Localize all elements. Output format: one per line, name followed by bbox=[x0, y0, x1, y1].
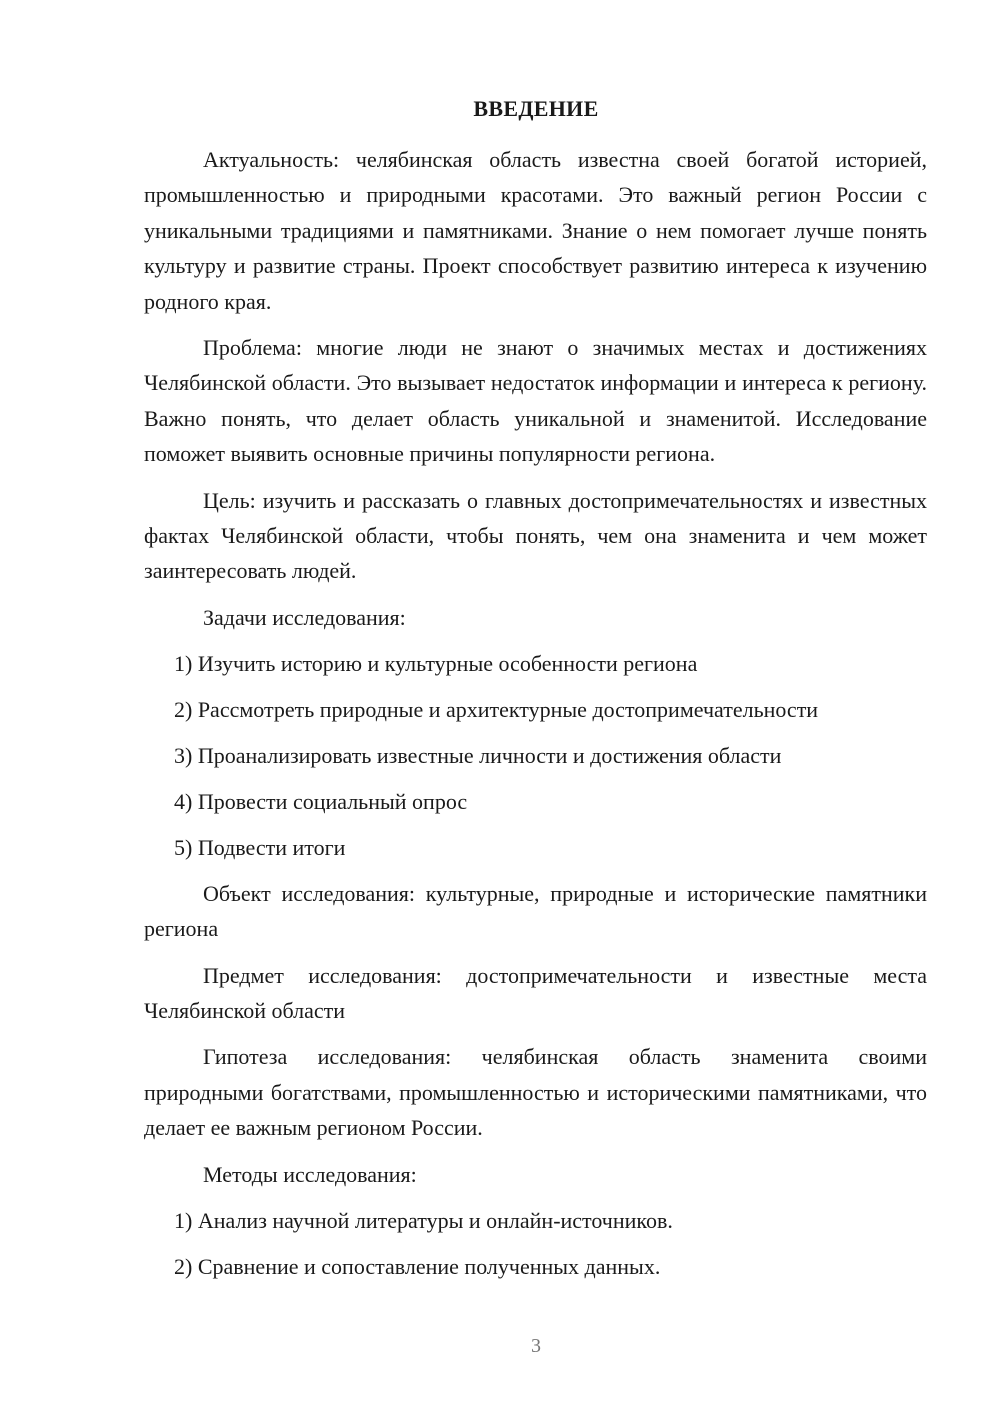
task-item: 1) Изучить историю и культурные особенности региона bbox=[174, 651, 698, 677]
hypothesis-paragraph: Гипотеза исследования: челябинская область знаменита своими природными богатствами, промышленностью и историческими памятниками, что делает ее важным регионом России. bbox=[144, 1044, 927, 1141]
tasks-heading: Задачи исследования: bbox=[203, 604, 406, 630]
subject-paragraph: Предмет исследования: достопримечательности и известные места Челябинской области bbox=[144, 962, 927, 1024]
methods-list bbox=[144, 1203, 927, 1284]
problem-paragraph: Проблема: многие люди не знают о значимых местах и достижениях Челябинской области. Это вызывает недостаток информации и интереса к региону. Важно понять, что делает область уникальной и знаменитой. Исследование поможет выявить основные причины популярности региона. bbox=[144, 335, 927, 467]
methods-heading: Методы исследования: bbox=[203, 1161, 417, 1187]
goal-paragraph: Цель: изучить и рассказать о главных достопримечательностях и известных фактах Челябинской области, чтобы понять, чем она знаменита и чем может заинтересовать людей. bbox=[144, 487, 927, 584]
task-item: 4) Провести социальный опрос bbox=[174, 789, 468, 814]
task-item: 2) Рассмотреть природные и архитектурные достопримечательности bbox=[174, 697, 819, 723]
document-body bbox=[144, 142, 927, 1295]
relevance-paragraph: Актуальность: челябинская область известна своей богатой историей, промышленностью и природными красотами. Это важный регион России с уникальными традициями и памятниками. Знание о нем помогает лучше понять культуру и развитие страны. Проект способствует развитию интереса к изучению родного края. bbox=[144, 147, 927, 314]
page-number: 3 bbox=[531, 1335, 541, 1357]
method-item: 1) Анализ научной литературы и онлайн-источников. bbox=[174, 1208, 673, 1234]
task-item: 3) Проанализировать известные личности и достижения области bbox=[174, 743, 782, 769]
method-item: 2) Сравнение и сопоставление полученных данных. bbox=[174, 1253, 661, 1279]
object-paragraph: Объект исследования: культурные, природные и исторические памятники региона bbox=[144, 880, 927, 942]
tasks-list bbox=[144, 646, 927, 865]
page-title: ВВЕДЕНИЕ bbox=[473, 96, 599, 121]
task-item: 5) Подвести итоги bbox=[174, 834, 346, 860]
